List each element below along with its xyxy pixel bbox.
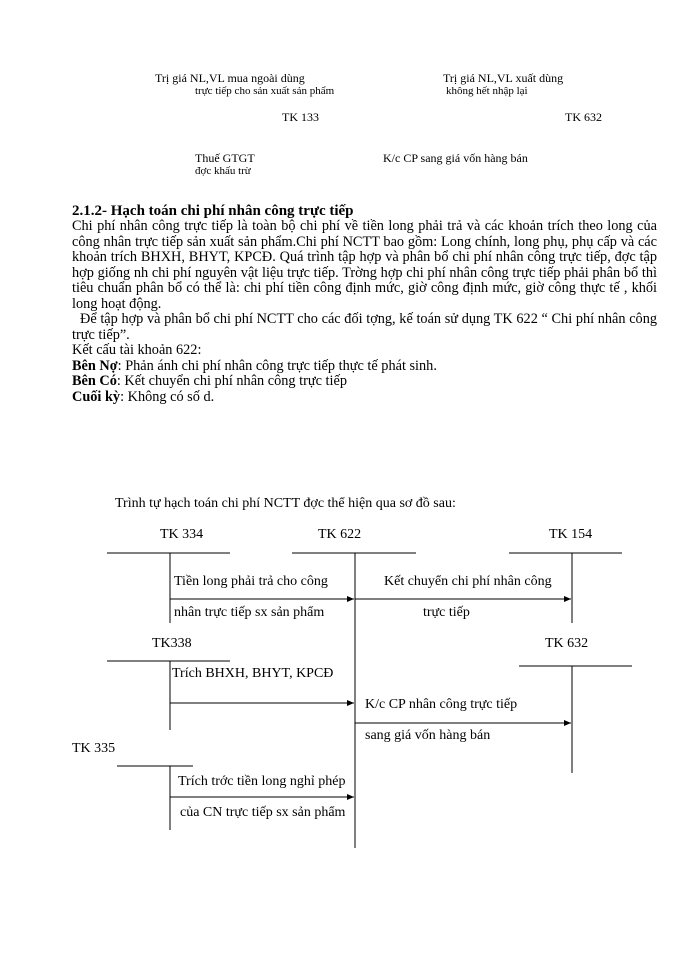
edge2-label-line1: Kết chuyển chi phí nhân công [384,574,552,589]
account-tk632-top: TK 632 [565,110,602,124]
section-heading: 2.1.2- Hạch toán chi phí nhân công trực tiếp [72,203,354,219]
diagram-intro: Trình tự hạch toán chi phí NCTT đợc thể hiện qua sơ đồ sau: [115,496,456,511]
paragraph-1: Chi phí nhân công trực tiếp là toàn bộ chi phí về tiền long phải trả và các khoản trích theo long của công nhân trực tiếp sản xuất sản phẩm.Chi phí NCTT bao gồm: Long chính, long phụ, phụ cấp và các khoản trích BHXH, BHYT, KPCĐ. Quá trình tập hợp và phân bổ chi phí nhân công trực tiếp, đợc tập hợp giống nh chi phí nguyên vật liệu trực tiếp. Trờng hợp chi phí nhân công trực tiếp phải phân bổ thì tiêu chuẩn phân bổ có thể là: chi phí tiền công định mức, giờ công định mức, giờ công thực tế , khối long hoạt động. [72,218,657,312]
account-tk335: TK 335 [72,741,116,756]
right-cost-label-line2: không hết nhập lại [446,85,528,97]
vat-label-line2: đợc khấu trừ [195,165,251,177]
paragraph-2: Để tập hợp và phân bổ chi phí NCTT cho các đối tợng, kế toán sử dụng TK 622 “ Chi phí nhân công trực tiếp”. [72,311,657,343]
edge2-label-line2: trực tiếp [423,605,470,620]
credit-label: Bên Có [72,373,117,389]
end-text: : Không có số d. [120,388,215,405]
account-tk133: TK 133 [282,110,319,124]
edge4-label-line1: K/c CP nhân công trực tiếp [365,697,518,712]
account-tk632: TK 632 [545,636,589,651]
edge1-label-line1: Tiền long phải trả cho công [174,574,328,589]
account-tk622: TK 622 [318,527,362,542]
edge3-label-line1: Trích BHXH, BHYT, KPCĐ [172,666,334,681]
edge5-label-line2: của CN trực tiếp sx sản phẩm [180,805,346,820]
transfer-label: K/c CP sang giá vốn hàng bán [383,151,528,165]
edge5-label-line1: Trích trớc tiền long nghỉ phép [178,774,346,789]
left-cost-label-line1: Trị giá NL,VL mua ngoài dùng [155,71,305,85]
account-tk334: TK 334 [160,527,204,542]
edge4-label-line2: sang giá vốn hàng bán [365,728,491,743]
debit-text: : Phản ánh chi phí nhân công trực tiếp thực tế phát sinh. [117,357,437,374]
debit-label: Bên Nợ [72,357,118,374]
right-cost-label-line1: Trị giá NL,VL xuất dùng [443,71,564,85]
structure-title: Kết cấu tài khoản 622: [72,342,202,358]
left-cost-label-line2: trực tiếp cho sản xuất sản phẩm [195,85,335,97]
edge1-label-line2: nhân trực tiếp sx sản phẩm [174,605,325,620]
account-tk338: TK338 [152,636,192,651]
account-tk154: TK 154 [549,527,593,542]
vat-label-line1: Thuế GTGT [195,151,255,165]
end-label: Cuối kỳ [72,388,121,405]
credit-text: : Kết chuyển chi phí nhân công trực tiếp [116,373,347,389]
